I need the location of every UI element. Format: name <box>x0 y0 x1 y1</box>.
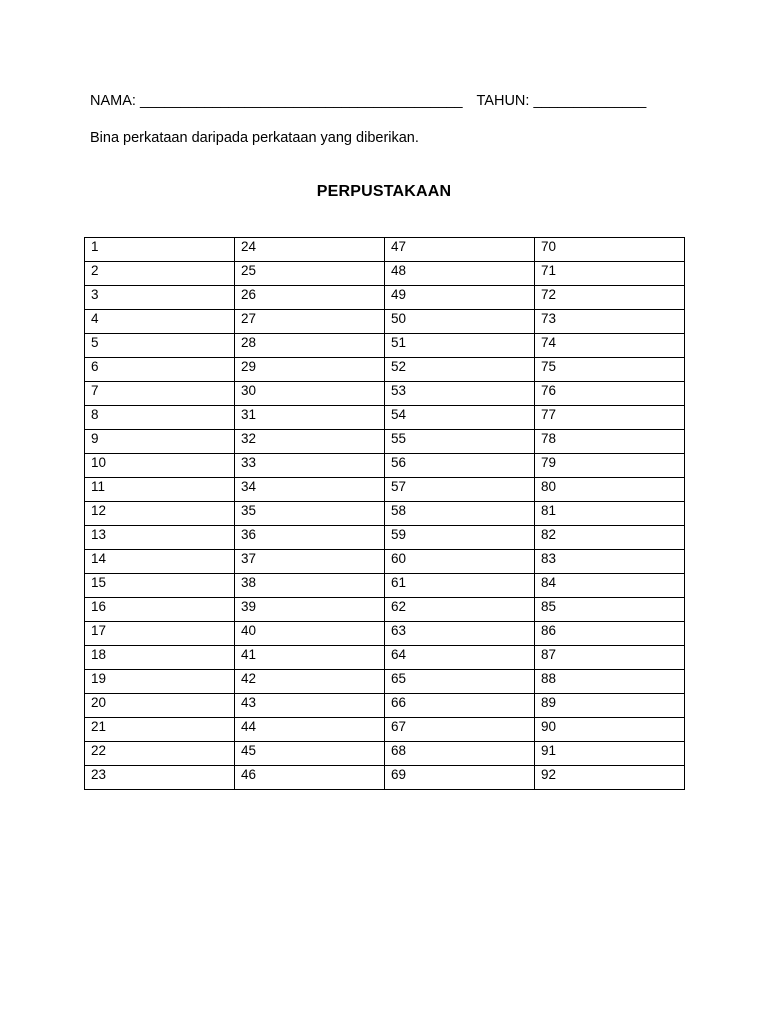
answer-cell[interactable]: 77 <box>535 406 685 430</box>
answer-cell[interactable]: 10 <box>85 454 235 478</box>
answer-cell[interactable]: 12 <box>85 502 235 526</box>
answer-cell[interactable]: 15 <box>85 574 235 598</box>
table-row <box>85 526 685 550</box>
answer-cell[interactable]: 42 <box>235 670 385 694</box>
table-row <box>85 238 685 262</box>
answer-cell[interactable]: 11 <box>85 478 235 502</box>
answer-cell[interactable]: 51 <box>385 334 535 358</box>
table-row <box>85 262 685 286</box>
answer-cell[interactable]: 37 <box>235 550 385 574</box>
answer-cell[interactable]: 68 <box>385 742 535 766</box>
answer-cell[interactable]: 53 <box>385 382 535 406</box>
table-row <box>85 334 685 358</box>
answer-cell[interactable]: 58 <box>385 502 535 526</box>
answer-cell[interactable]: 43 <box>235 694 385 718</box>
table-row <box>85 286 685 310</box>
instruction-text: Bina perkataan daripada perkataan yang diberikan. <box>90 130 419 146</box>
table-row <box>85 310 685 334</box>
answer-cell[interactable]: 71 <box>535 262 685 286</box>
answer-cell[interactable]: 27 <box>235 310 385 334</box>
answer-cell[interactable]: 38 <box>235 574 385 598</box>
answer-cell[interactable]: 8 <box>85 406 235 430</box>
table-row <box>85 574 685 598</box>
answer-cell[interactable]: 34 <box>235 478 385 502</box>
answer-cell[interactable]: 65 <box>385 670 535 694</box>
answer-cell[interactable]: 78 <box>535 430 685 454</box>
answer-cell[interactable]: 55 <box>385 430 535 454</box>
table-row <box>85 478 685 502</box>
answer-cell[interactable]: 6 <box>85 358 235 382</box>
answer-cell[interactable]: 64 <box>385 646 535 670</box>
answer-cell[interactable]: 18 <box>85 646 235 670</box>
table-row <box>85 406 685 430</box>
answer-cell[interactable]: 33 <box>235 454 385 478</box>
answer-cell[interactable]: 7 <box>85 382 235 406</box>
answer-cell[interactable]: 70 <box>535 238 685 262</box>
answer-grid <box>84 237 685 790</box>
answer-cell[interactable]: 16 <box>85 598 235 622</box>
year-field[interactable]: TAHUN: ______________ <box>476 93 647 109</box>
answer-cell[interactable]: 26 <box>235 286 385 310</box>
answer-cell[interactable]: 66 <box>385 694 535 718</box>
answer-cell[interactable]: 24 <box>235 238 385 262</box>
answer-cell[interactable]: 84 <box>535 574 685 598</box>
table-row <box>85 670 685 694</box>
answer-cell[interactable]: 57 <box>385 478 535 502</box>
answer-cell[interactable]: 89 <box>535 694 685 718</box>
answer-cell[interactable]: 35 <box>235 502 385 526</box>
answer-cell[interactable]: 22 <box>85 742 235 766</box>
answer-cell[interactable]: 75 <box>535 358 685 382</box>
answer-cell[interactable]: 86 <box>535 622 685 646</box>
answer-cell[interactable]: 23 <box>85 766 235 790</box>
answer-cell[interactable]: 31 <box>235 406 385 430</box>
answer-cell[interactable]: 17 <box>85 622 235 646</box>
answer-cell[interactable]: 52 <box>385 358 535 382</box>
answer-cell[interactable]: 1 <box>85 238 235 262</box>
answer-cell[interactable]: 48 <box>385 262 535 286</box>
answer-cell[interactable]: 83 <box>535 550 685 574</box>
answer-cell[interactable]: 72 <box>535 286 685 310</box>
answer-cell[interactable]: 44 <box>235 718 385 742</box>
name-field[interactable]: NAMA: ________________________________________ <box>90 93 463 109</box>
answer-cell[interactable]: 2 <box>85 262 235 286</box>
table-row <box>85 742 685 766</box>
answer-cell[interactable]: 85 <box>535 598 685 622</box>
answer-cell[interactable]: 82 <box>535 526 685 550</box>
answer-cell[interactable]: 91 <box>535 742 685 766</box>
table-row <box>85 550 685 574</box>
answer-cell[interactable]: 3 <box>85 286 235 310</box>
worksheet-title: PERPUSTAKAAN <box>316 183 452 200</box>
answer-cell[interactable]: 49 <box>385 286 535 310</box>
table-row <box>85 694 685 718</box>
answer-cell[interactable]: 59 <box>385 526 535 550</box>
answer-cell[interactable]: 46 <box>235 766 385 790</box>
answer-cell[interactable]: 60 <box>385 550 535 574</box>
header-line <box>90 93 646 109</box>
answer-cell[interactable]: 29 <box>235 358 385 382</box>
answer-cell[interactable]: 13 <box>85 526 235 550</box>
answer-cell[interactable]: 41 <box>235 646 385 670</box>
answer-cell[interactable]: 92 <box>535 766 685 790</box>
answer-cell[interactable]: 76 <box>535 382 685 406</box>
answer-cell[interactable]: 4 <box>85 310 235 334</box>
answer-cell[interactable]: 69 <box>385 766 535 790</box>
answer-cell[interactable]: 20 <box>85 694 235 718</box>
answer-cell[interactable]: 63 <box>385 622 535 646</box>
answer-cell[interactable]: 32 <box>235 430 385 454</box>
table-row <box>85 430 685 454</box>
table-row <box>85 646 685 670</box>
table-row <box>85 502 685 526</box>
answer-cell[interactable]: 62 <box>385 598 535 622</box>
answer-cell[interactable]: 36 <box>235 526 385 550</box>
table-row <box>85 598 685 622</box>
answer-cell[interactable]: 50 <box>385 310 535 334</box>
answer-cell[interactable]: 79 <box>535 454 685 478</box>
answer-cell[interactable]: 14 <box>85 550 235 574</box>
table-row <box>85 382 685 406</box>
answer-cell[interactable]: 28 <box>235 334 385 358</box>
answer-cell[interactable]: 81 <box>535 502 685 526</box>
answer-cell[interactable]: 9 <box>85 430 235 454</box>
table-row <box>85 766 685 790</box>
answer-grid-body <box>85 238 685 790</box>
table-row <box>85 718 685 742</box>
answer-cell[interactable]: 5 <box>85 334 235 358</box>
table-row <box>85 358 685 382</box>
answer-cell[interactable]: 25 <box>235 262 385 286</box>
table-row <box>85 454 685 478</box>
answer-cell[interactable]: 73 <box>535 310 685 334</box>
answer-cell[interactable]: 54 <box>385 406 535 430</box>
answer-cell[interactable]: 88 <box>535 670 685 694</box>
answer-cell[interactable]: 80 <box>535 478 685 502</box>
answer-cell[interactable]: 87 <box>535 646 685 670</box>
answer-cell[interactable]: 21 <box>85 718 235 742</box>
answer-cell[interactable]: 30 <box>235 382 385 406</box>
answer-cell[interactable]: 47 <box>385 238 535 262</box>
answer-cell[interactable]: 19 <box>85 670 235 694</box>
answer-cell[interactable]: 61 <box>385 574 535 598</box>
table-row <box>85 622 685 646</box>
answer-cell[interactable]: 45 <box>235 742 385 766</box>
answer-cell[interactable]: 40 <box>235 622 385 646</box>
answer-cell[interactable]: 90 <box>535 718 685 742</box>
answer-cell[interactable]: 56 <box>385 454 535 478</box>
answer-cell[interactable]: 39 <box>235 598 385 622</box>
answer-cell[interactable]: 74 <box>535 334 685 358</box>
answer-cell[interactable]: 67 <box>385 718 535 742</box>
